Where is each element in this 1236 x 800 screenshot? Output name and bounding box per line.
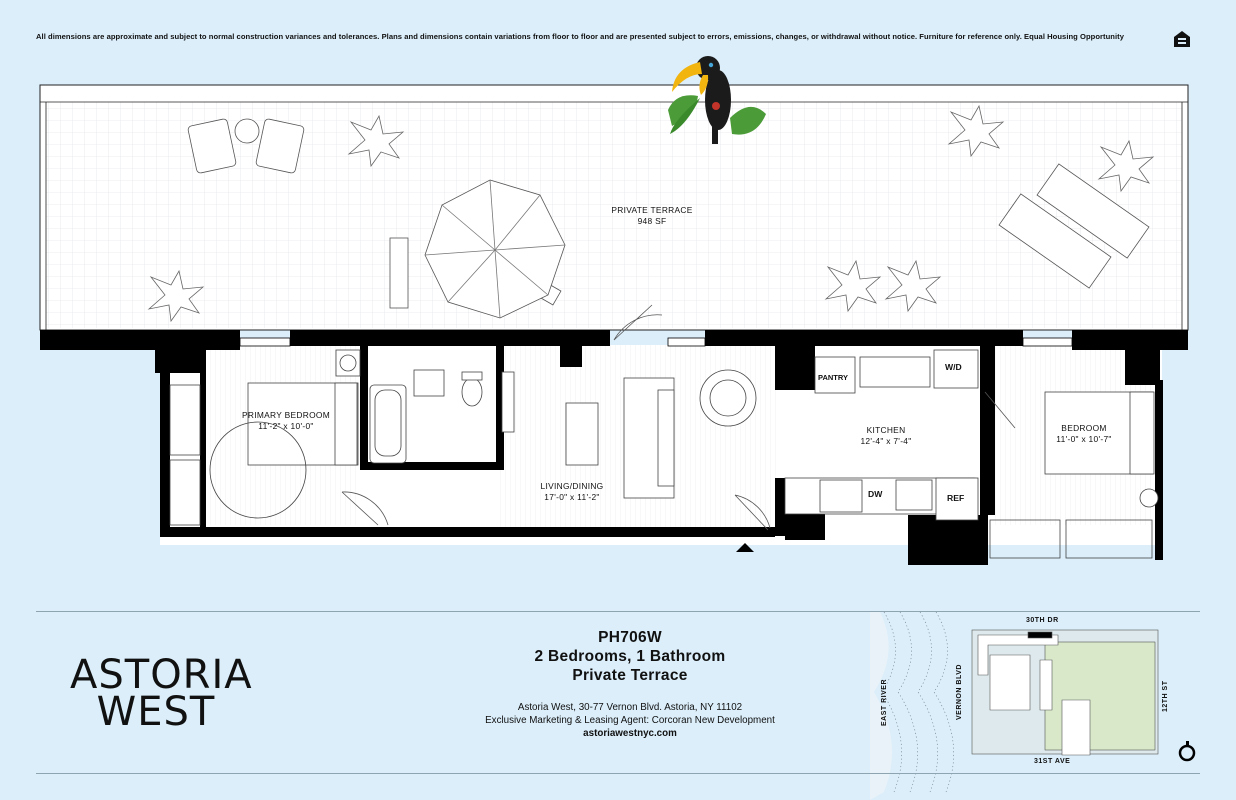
astoria-west-logo [70,652,253,735]
top-divider [36,611,1200,612]
unit-name: PH706W [598,629,662,646]
bedroom-size: 11'-0" x 10'-7" [1056,433,1112,444]
unit-address: Astoria West, 30-77 Vernon Blvd. Astoria, NY 11102 [517,702,743,713]
31st-ave-label: 31ST AVE [1034,758,1071,765]
terrace-size: 948 SF [637,215,667,226]
living-dining-size: 17'-0" x 11'-2" [544,491,600,502]
east-river-label: EAST RIVER [881,678,888,726]
living-dining-name: LIVING/DINING [540,481,604,491]
12th-st-label: 12TH ST [1162,680,1169,712]
primary-bedroom-label [241,410,331,431]
logo-line-2: WEST [96,689,216,735]
terrace-name: PRIVATE TERRACE [611,205,693,215]
disclaimer-text: All dimensions are approximate and subject to normal construction variances and tolerances. Plans and dimensions contain variations from floor to floor and are presented subject to errors, emissions, changes, or withdrawal without notice. Furniture for reference only. Equal Housing Opportunity [36,32,1125,41]
primary-bedroom-size: 11'-2" x 10'-0" [258,420,314,431]
wd-label: W/D [945,362,962,372]
key-map [870,612,1158,800]
unit-feature: Private Terrace [572,667,688,684]
unit-layout: 2 Bedrooms, 1 Bathroom [534,648,726,665]
kitchen-name: KITCHEN [866,425,906,435]
kitchen-label [860,425,911,446]
unit-info [430,628,830,740]
ref-label: REF [947,493,965,503]
bottom-divider [36,773,1200,774]
logo-line-1: ASTORIA [70,652,253,698]
pantry-label: PANTRY [818,373,848,382]
bedroom-label [1056,423,1111,444]
website-link[interactable]: astoriawestnyc.com [583,728,677,739]
primary-bedroom-name: PRIMARY BEDROOM [242,410,330,420]
30th-dr-label: 30TH DR [1026,617,1059,624]
terrace-label [611,205,692,226]
bedroom-name: BEDROOM [1061,423,1107,433]
unit-agent: Exclusive Marketing & Leasing Agent: Corcoran New Development [485,715,775,726]
dw-label: DW [868,489,883,499]
north-arrow-icon [1180,741,1194,760]
kitchen-size: 12'-4" x 7'-4" [860,435,912,446]
living-dining-label [541,481,604,502]
vernon-blvd-label: VERNON BLVD [956,664,963,720]
